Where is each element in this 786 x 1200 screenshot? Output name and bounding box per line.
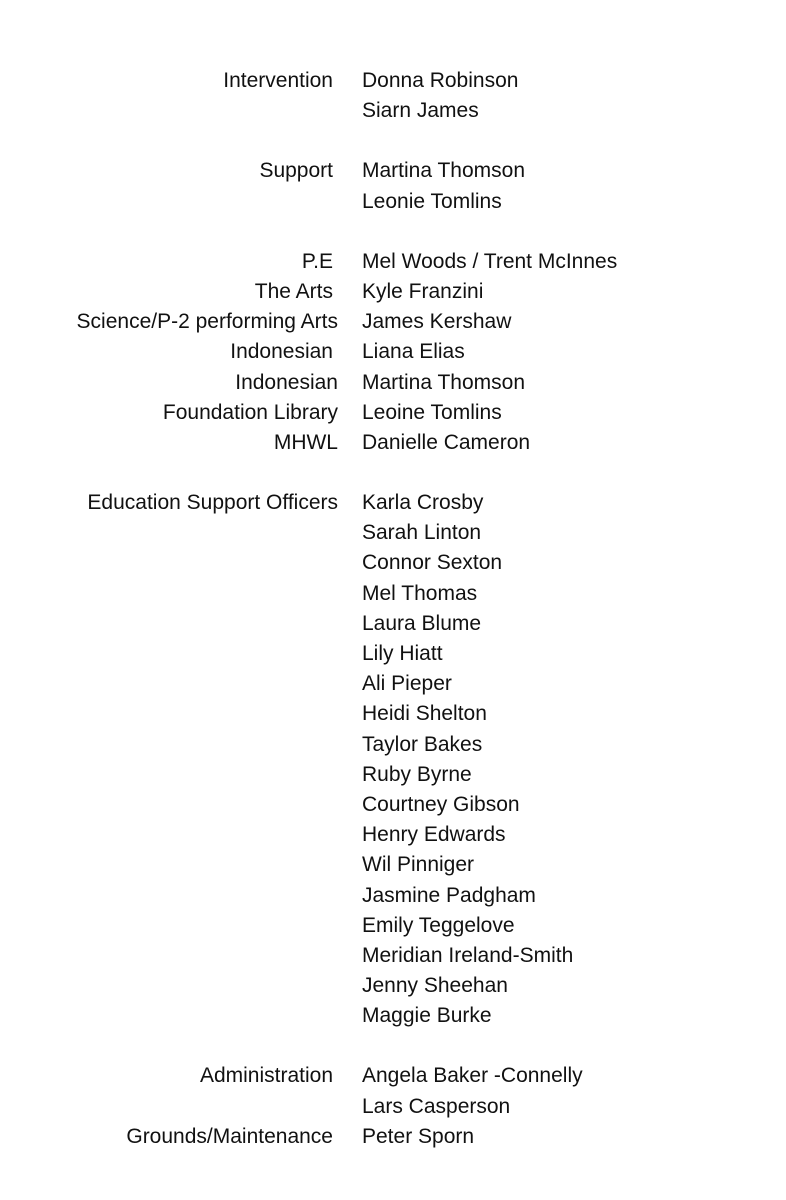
role-label — [0, 850, 338, 880]
staff-name: Siarn James — [362, 99, 479, 123]
role-label — [0, 548, 338, 578]
staff-name: Martina Thomson — [362, 159, 526, 183]
staff-row — [0, 699, 786, 729]
role-label: Foundation Library — [162, 400, 338, 424]
role-label: Indonesian — [230, 340, 333, 364]
role-label — [0, 639, 338, 669]
staff-name: Leoine Tomlins — [362, 400, 502, 424]
role-label — [0, 96, 338, 126]
staff-list — [0, 66, 786, 1182]
staff-row — [0, 307, 786, 337]
staff-name: James Kershaw — [362, 310, 512, 334]
staff-name: Donna Robinson — [362, 69, 519, 92]
staff-row — [0, 156, 786, 186]
role-label: Science/P-2 performing Arts — [76, 310, 338, 334]
role-label — [0, 669, 338, 699]
staff-name: Leonie Tomlins — [362, 189, 502, 213]
staff-name: Peter Sporn — [362, 1124, 475, 1148]
role-label — [0, 1092, 338, 1122]
staff-name: Ruby Byrne — [362, 762, 472, 786]
staff-row — [0, 96, 786, 126]
staff-row — [0, 548, 786, 578]
role-label — [0, 760, 338, 790]
staff-row — [0, 820, 786, 850]
staff-row — [0, 730, 786, 760]
role-label — [0, 820, 338, 850]
staff-name: Lars Casperson — [362, 1094, 511, 1118]
staff-row — [0, 337, 786, 367]
staff-name: Ali Pieper — [362, 672, 452, 696]
staff-name: Sarah Linton — [362, 521, 482, 545]
staff-name: Liana Elias — [362, 340, 465, 364]
role-label: The Arts — [254, 279, 333, 303]
role-label: Intervention — [223, 69, 333, 92]
role-label — [0, 730, 338, 760]
role-label — [0, 941, 338, 971]
staff-name: Meridian Ireland-Smith — [362, 943, 574, 967]
staff-row — [0, 1122, 786, 1152]
staff-name: Henry Edwards — [362, 823, 506, 847]
staff-name: Taylor Bakes — [362, 732, 483, 756]
role-label — [0, 699, 338, 729]
staff-row — [0, 187, 786, 217]
staff-row — [0, 760, 786, 790]
role-label — [0, 187, 338, 217]
role-label — [0, 518, 338, 548]
staff-name: Mel Woods / Trent McInnes — [362, 249, 618, 273]
staff-row — [0, 247, 786, 277]
staff-name: Lily Hiatt — [362, 642, 443, 665]
staff-row — [0, 66, 786, 96]
staff-row — [0, 941, 786, 971]
staff-name: Jenny Sheehan — [362, 974, 508, 998]
role-label — [0, 971, 338, 1001]
staff-row — [0, 669, 786, 699]
staff-name: Mel Thomas — [362, 581, 478, 605]
role-label: Education Support Officers — [87, 491, 338, 515]
staff-row — [0, 1061, 786, 1091]
role-label — [0, 1001, 338, 1031]
staff-group-education-support — [0, 488, 786, 1031]
staff-row — [0, 428, 786, 458]
staff-name: Jasmine Padgham — [362, 883, 536, 907]
staff-row — [0, 518, 786, 548]
role-label: Indonesian — [235, 370, 338, 394]
role-label — [0, 579, 338, 609]
staff-name: Angela Baker -Connelly — [362, 1064, 583, 1088]
role-label — [0, 609, 338, 639]
staff-name: Wil Pinniger — [362, 853, 475, 877]
staff-row — [0, 850, 786, 880]
role-label: P.E — [301, 249, 333, 273]
staff-name: Heidi Shelton — [362, 702, 487, 726]
staff-group-support — [0, 156, 786, 216]
staff-name: Emily Teggelove — [362, 913, 515, 937]
staff-row — [0, 398, 786, 428]
staff-name: Connor Sexton — [362, 551, 503, 575]
role-label: Support — [259, 159, 333, 183]
staff-group-intervention — [0, 66, 786, 126]
staff-name: Maggie Burke — [362, 1004, 492, 1028]
staff-group-administration — [0, 1061, 786, 1152]
staff-name: Laura Blume — [362, 611, 482, 635]
staff-row — [0, 277, 786, 307]
staff-name: Kyle Franzini — [362, 279, 484, 303]
role-label: MHWL — [273, 430, 338, 454]
staff-name: Courtney Gibson — [362, 792, 520, 816]
role-label — [0, 881, 338, 911]
staff-row — [0, 368, 786, 398]
staff-name: Martina Thomson — [362, 370, 526, 394]
staff-row — [0, 790, 786, 820]
role-label: Grounds/Maintenance — [126, 1124, 333, 1148]
staff-name: Danielle Cameron — [362, 430, 531, 454]
staff-row — [0, 911, 786, 941]
staff-row — [0, 971, 786, 1001]
staff-row — [0, 1092, 786, 1122]
staff-row — [0, 1001, 786, 1031]
role-label — [0, 790, 338, 820]
staff-group-specialists — [0, 247, 786, 458]
staff-row — [0, 639, 786, 669]
staff-row — [0, 609, 786, 639]
role-label — [0, 911, 338, 941]
staff-row — [0, 579, 786, 609]
staff-row — [0, 881, 786, 911]
staff-name: Karla Crosby — [362, 491, 484, 515]
staff-row — [0, 488, 786, 518]
role-label: Administration — [199, 1064, 333, 1088]
